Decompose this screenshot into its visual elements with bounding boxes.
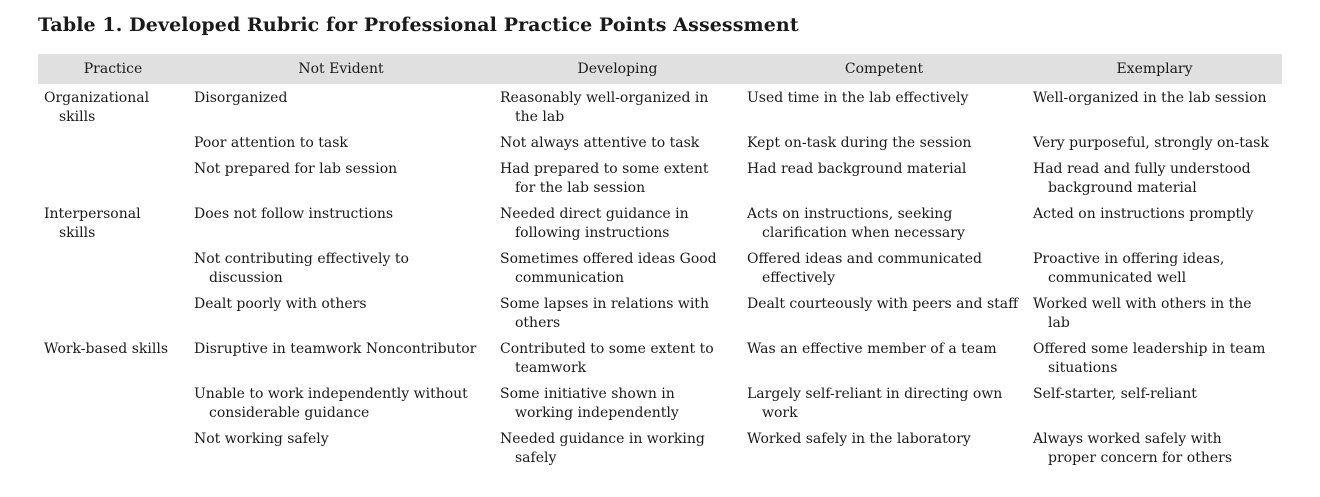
exemplary-cell <box>1027 382 1282 427</box>
competent-cell-text: Used time in the lab effectively <box>747 90 969 106</box>
competent-cell <box>741 427 1027 472</box>
developing-cell <box>494 131 741 157</box>
exemplary-cell-text: Acted on instructions promptly <box>1033 206 1254 222</box>
competent-cell-text: Had read background material <box>747 161 967 177</box>
competent-cell <box>741 247 1027 292</box>
exemplary-cell-text: Always worked safely with proper concern for others <box>1033 431 1233 466</box>
developing-cell-text: Contributed to some extent to teamwork <box>500 341 714 376</box>
not-evident-cell-text: Does not follow instructions <box>194 206 394 222</box>
developing-cell-text: Some initiative shown in working independently <box>500 386 679 421</box>
exemplary-cell <box>1027 292 1282 337</box>
not-evident-cell-text: Poor attention to task <box>194 135 348 151</box>
header-exemplary: Exemplary <box>1027 54 1282 84</box>
developing-cell <box>494 84 741 131</box>
not-evident-cell-text: Not prepared for lab session <box>194 161 398 177</box>
header-row <box>38 54 1282 84</box>
table-row <box>38 337 1282 382</box>
developing-cell-text: Needed guidance in working safely <box>500 431 705 466</box>
practice-cell <box>38 84 188 131</box>
exemplary-cell <box>1027 131 1282 157</box>
developing-cell-text: Not always attentive to task <box>500 135 700 151</box>
competent-cell <box>741 337 1027 382</box>
table-row <box>38 202 1282 247</box>
developing-cell-text: Some lapses in relations with others <box>500 296 709 331</box>
not-evident-cell <box>188 382 494 427</box>
not-evident-cell <box>188 292 494 337</box>
competent-cell <box>741 202 1027 247</box>
not-evident-cell-text: Disruptive in teamwork Noncontributor <box>194 341 477 357</box>
table-row <box>38 292 1282 337</box>
exemplary-cell-text: Offered some leadership in team situations <box>1033 341 1266 376</box>
not-evident-cell-text: Not contributing effectively to discussion <box>194 251 409 286</box>
competent-cell-text: Offered ideas and communicated effectively <box>747 251 982 286</box>
not-evident-cell <box>188 157 494 202</box>
developing-cell <box>494 202 741 247</box>
exemplary-cell-text: Very purposeful, strongly on-task <box>1033 135 1269 151</box>
developing-cell-text: Needed direct guidance in following instructions <box>500 206 689 241</box>
competent-cell <box>741 157 1027 202</box>
exemplary-cell <box>1027 202 1282 247</box>
practice-cell <box>38 427 188 472</box>
practice-cell-text: Interpersonal skills <box>44 206 141 241</box>
not-evident-cell <box>188 131 494 157</box>
developing-cell <box>494 157 741 202</box>
exemplary-cell <box>1027 84 1282 131</box>
developing-cell <box>494 337 741 382</box>
competent-cell <box>741 382 1027 427</box>
practice-cell <box>38 202 188 247</box>
not-evident-cell-text: Unable to work independently without considerable guidance <box>194 386 468 421</box>
competent-cell-text: Largely self-reliant in directing own work <box>747 386 1003 421</box>
practice-cell <box>38 247 188 292</box>
developing-cell-text: Had prepared to some extent for the lab session <box>500 161 709 196</box>
not-evident-cell <box>188 337 494 382</box>
not-evident-cell <box>188 427 494 472</box>
table-row <box>38 247 1282 292</box>
competent-cell-text: Dealt courteously with peers and staff <box>747 296 1019 312</box>
not-evident-cell <box>188 84 494 131</box>
header-competent: Competent <box>741 54 1027 84</box>
competent-cell <box>741 84 1027 131</box>
rubric-table <box>38 54 1282 472</box>
practice-cell-text: Organizational skills <box>44 90 150 125</box>
header-not-evident: Not Evident <box>188 54 494 84</box>
exemplary-cell <box>1027 427 1282 472</box>
header-practice: Practice <box>38 54 188 84</box>
competent-cell-text: Worked safely in the laboratory <box>747 431 971 447</box>
table-container <box>38 14 1282 472</box>
not-evident-cell <box>188 202 494 247</box>
developing-cell <box>494 247 741 292</box>
table-body <box>38 84 1282 472</box>
table-title: Table 1. Developed Rubric for Professional Practice Points Assessment <box>38 14 799 36</box>
exemplary-cell-text: Worked well with others in the lab <box>1033 296 1252 331</box>
table-row <box>38 427 1282 472</box>
developing-cell <box>494 292 741 337</box>
table-row <box>38 157 1282 202</box>
not-evident-cell-text: Disorganized <box>194 90 288 106</box>
developing-cell <box>494 427 741 472</box>
table-row <box>38 382 1282 427</box>
competent-cell-text: Kept on-task during the session <box>747 135 972 151</box>
header-developing: Developing <box>494 54 741 84</box>
not-evident-cell-text: Not working safely <box>194 431 329 447</box>
exemplary-cell-text: Proactive in offering ideas, communicated well <box>1033 251 1225 286</box>
practice-cell-text: Work-based skills <box>44 341 169 357</box>
practice-cell <box>38 131 188 157</box>
competent-cell <box>741 131 1027 157</box>
exemplary-cell-text: Well-organized in the lab session <box>1033 90 1267 106</box>
developing-cell-text: Sometimes offered ideas Good communication <box>500 251 717 286</box>
practice-cell <box>38 382 188 427</box>
not-evident-cell <box>188 247 494 292</box>
table-header <box>38 54 1282 84</box>
not-evident-cell-text: Dealt poorly with others <box>194 296 367 312</box>
exemplary-cell <box>1027 157 1282 202</box>
practice-cell <box>38 337 188 382</box>
competent-cell <box>741 292 1027 337</box>
competent-cell-text: Acts on instructions, seeking clarification when necessary <box>747 206 965 241</box>
exemplary-cell-text: Had read and fully understood background material <box>1033 161 1251 196</box>
exemplary-cell <box>1027 337 1282 382</box>
practice-cell <box>38 157 188 202</box>
developing-cell-text: Reasonably well-organized in the lab <box>500 90 709 125</box>
competent-cell-text: Was an effective member of a team <box>747 341 997 357</box>
table-row <box>38 131 1282 157</box>
practice-cell <box>38 292 188 337</box>
table-row <box>38 84 1282 131</box>
exemplary-cell-text: Self-starter, self-reliant <box>1033 386 1197 402</box>
exemplary-cell <box>1027 247 1282 292</box>
developing-cell <box>494 382 741 427</box>
